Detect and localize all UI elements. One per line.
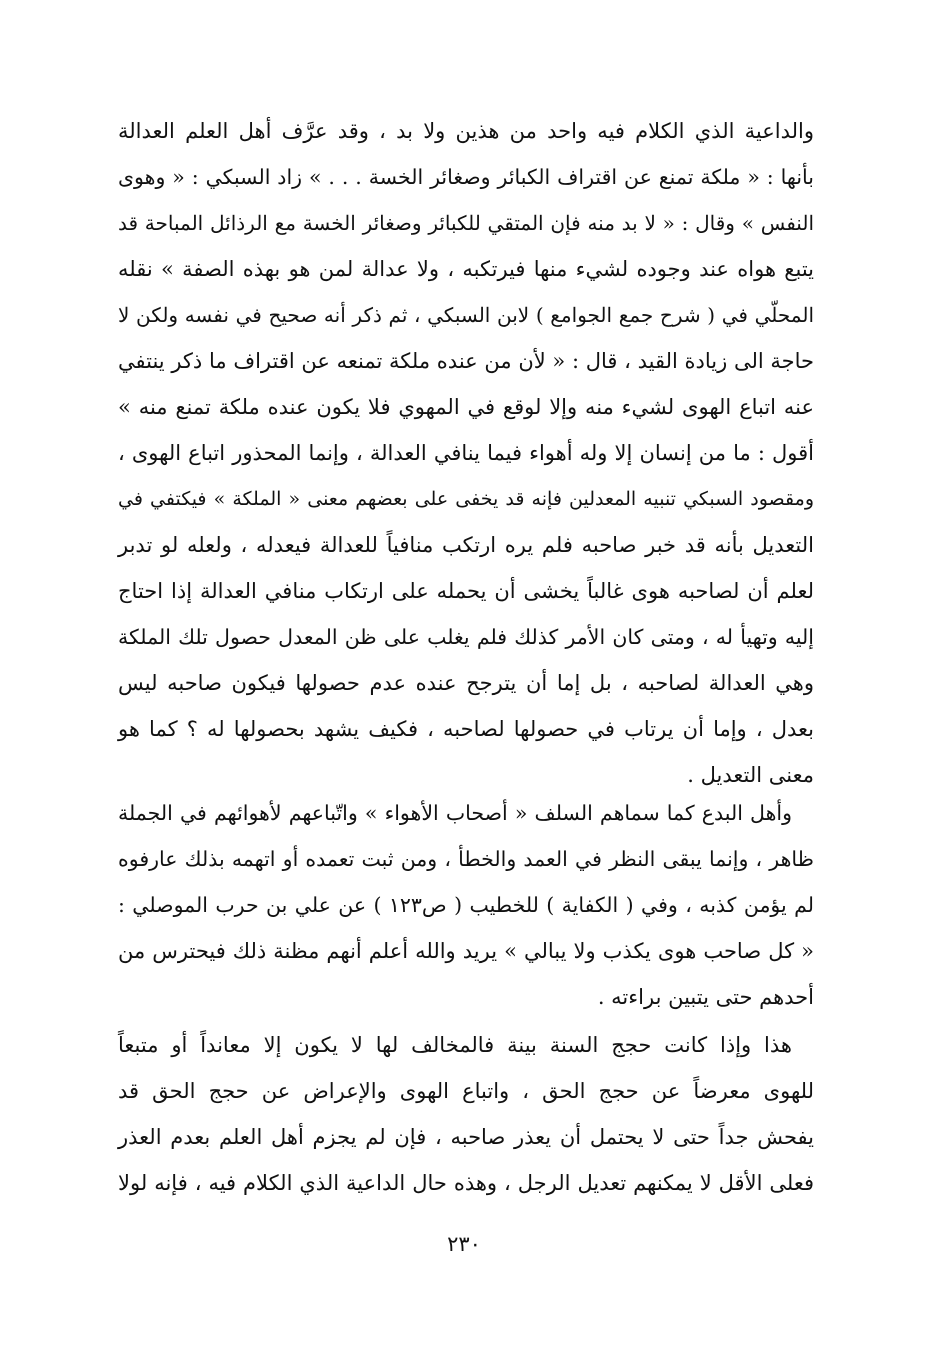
text-line: يتبع هواه عند وجوده لشيء منها فيرتكبه ، ولا عدالة لمن هو بهذه الصفة » نقله	[118, 257, 814, 281]
text-line: وأهل البدع كما سماهم السلف « أصحاب الأهواء » واتّباعهم لأهوائهم في الجملة	[118, 801, 792, 825]
text-line: « كل صاحب هوى يكذب ولا يبالي » يريد والله أعلم أنهم مظنة ذلك فيحترس من	[118, 939, 814, 963]
text-line: يفحش جداً حتى لا يحتمل أن يعذر صاحبه ، فإن لم يجزم أهل العلم بعدم العذر	[118, 1125, 814, 1149]
text-line: وهي العدالة لصاحبه ، بل إما أن يترجح عنده عدم حصولها فيكون صاحبه ليس	[118, 671, 814, 695]
text-line: والداعية الذي الكلام فيه واحد من هذين ولا بد ، وقد عرَّف أهل العلم العدالة	[118, 119, 814, 143]
text-line: أقول : ما من إنسان إلا وله أهواء فيما ينافي العدالة ، وإنما المحذور اتباع الهوى ،	[118, 441, 814, 465]
text-line: إليه وتهيأ له ، ومتى كان الأمر كذلك فلم يغلب على ظن المعدل حصول تلك الملكة	[118, 625, 814, 649]
text-line: فعلى الأقل لا يمكنهم تعديل الرجل ، وهذه حال الداعية الذي الكلام فيه ، فإنه لولا	[118, 1171, 814, 1195]
text-line: النفس » وقال : « لا بد منه فإن المتقي للكبائر وصغائر الخسة مع الرذائل المباحة قد	[118, 211, 814, 235]
text-line: للهوى معرضاً عن حجج الحق ، واتباع الهوى والإعراض عن حجج الحق قد	[118, 1079, 814, 1103]
text-line: ومقصود السبكي تنبيه المعدلين فإنه قد يخفى على بعضهم معنى « الملكة » فيكتفي في	[118, 488, 814, 510]
text-line: المحلّي في ( شرح جمع الجوامع ) لابن السبكي ، ثم ذكر أنه صحيح في نفسه ولكن لا	[118, 303, 814, 327]
text-line: عنه اتباع الهوى لشيء منه وإلا لوقع في المهوي فلا يكون عنده ملكة تمنع منه »	[118, 395, 814, 419]
text-line: أحدهم حتى يتبين براءته .	[597, 985, 814, 1009]
text-line: بأنها : « ملكة تمنع عن اقتراف الكبائر وصغائر الخسة . . . » زاد السبكي : « وهوى	[118, 165, 814, 189]
text-line: هذا وإذا كانت حجج السنة بينة فالمخالف لها لا يكون إلا معانداً أو متبعاً	[118, 1033, 792, 1057]
text-line: بعدل ، وإما أن يرتاب في حصولها لصاحبه ، فكيف يشهد بحصولها له ؟ كما هو	[118, 717, 814, 741]
text-line: لعلم أن لصاحبه هوى غالباً يخشى أن يحمله على ارتكاب منافي العدالة إذا احتاج	[118, 579, 814, 603]
paragraph-3	[118, 1022, 814, 1206]
text-line: لم يؤمن كذبه ، وفي ( الكفاية ) للخطيب ( ص١٢٣ ) عن علي بن حرب الموصلي :	[118, 893, 815, 917]
text-line: التعديل بأنه قد خبر صاحبه فلم يره ارتكب منافياً للعدالة فيعدله ، ولعله لو تدبر	[118, 533, 814, 557]
text-line: ظاهر ، وإنما يبقى النظر في العمد والخطأ ، ومن ثبت تعمده أو اتهمه بذلك عارفوه	[118, 847, 814, 871]
page-number: ٢٣٠	[447, 1232, 481, 1256]
text-line: معنى التعديل .	[687, 763, 814, 787]
paragraph-2	[118, 790, 814, 1020]
paragraph-1	[118, 108, 814, 798]
text-line: حاجة الى زيادة القيد ، قال : « لأن من عنده ملكة تمنعه عن اقتراف ما ذكر ينتفي	[118, 349, 814, 373]
